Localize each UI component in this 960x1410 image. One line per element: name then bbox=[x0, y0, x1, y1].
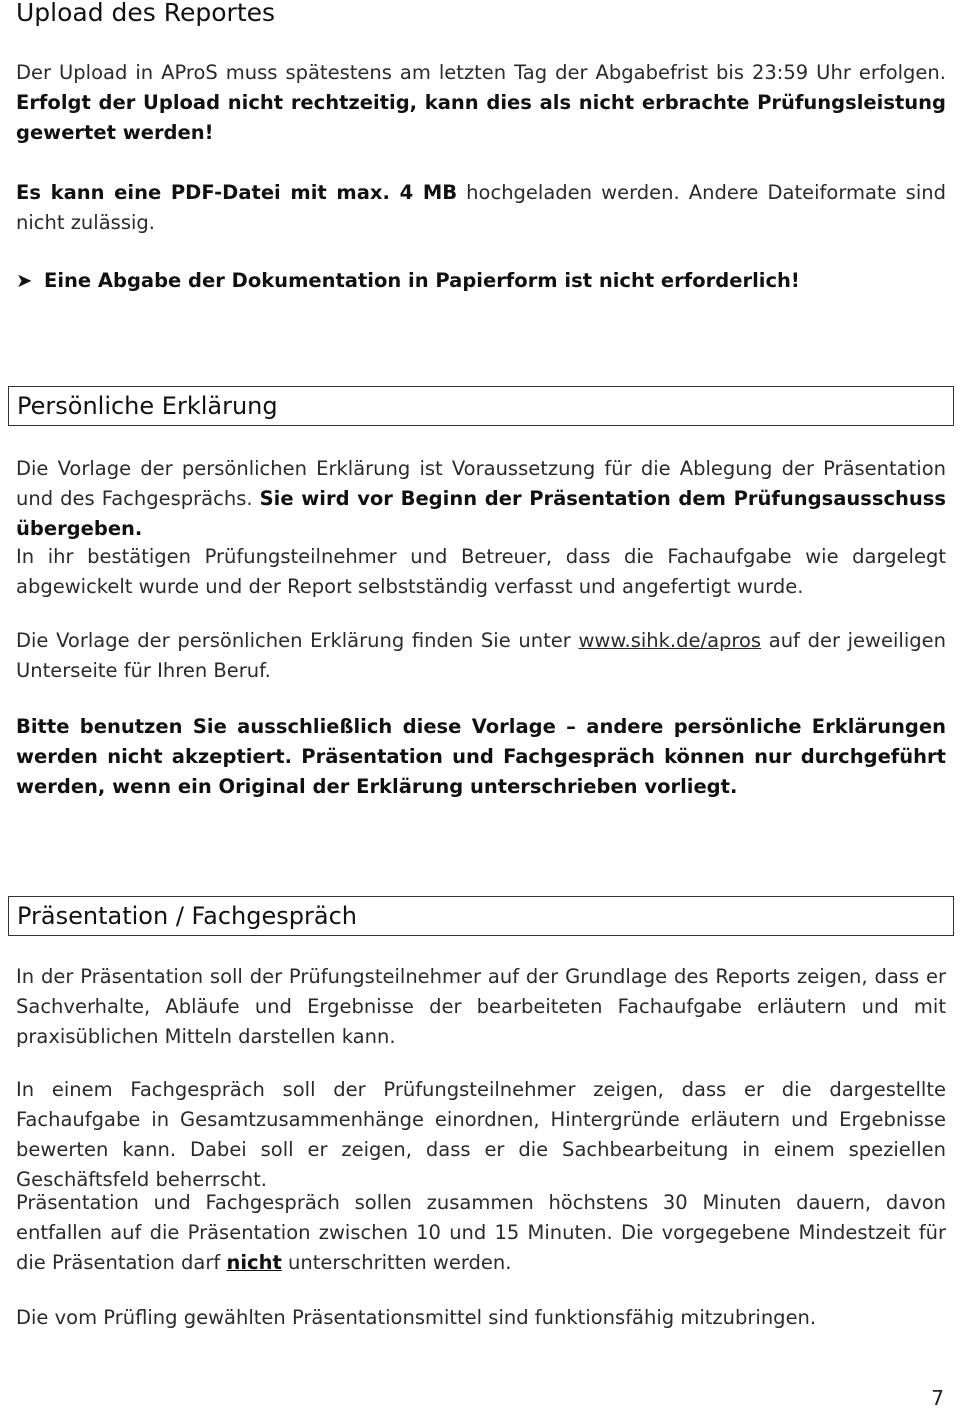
upload-heading: Upload des Reportes bbox=[16, 0, 276, 27]
praesentation-paragraph-4: Die vom Prüfling gewählten Präsentationsmittel sind funktionsfähig mitzubringen. bbox=[16, 1306, 817, 1329]
paper-submission-text: Eine Abgabe der Dokumentation in Papierform ist nicht erforderlich! bbox=[44, 269, 800, 292]
praesentation-p3-nicht: nicht bbox=[226, 1251, 282, 1274]
erklaerung-paragraph-1 bbox=[16, 454, 946, 544]
erklaerung-p3-text-a: Die Vorlage der persönlichen Erklärung finden Sie unter bbox=[16, 629, 579, 652]
paper-submission-note bbox=[16, 266, 800, 296]
upload-format-text: hochgeladen werden. Andere Dateiformate sind nicht zulässig. bbox=[16, 181, 946, 234]
praesentation-paragraph-3 bbox=[16, 1188, 946, 1278]
upload-deadline-warning: Erfolgt der Upload nicht rechtzeitig, kann dies als nicht erbrachte Prüfungsleistung gewertet werden! bbox=[16, 91, 946, 144]
upload-format-paragraph bbox=[16, 178, 946, 238]
praesentation-paragraph-2: In einem Fachgespräch soll der Prüfungsteilnehmer zeigen, dass er die dargestellte Fachaufgabe in Gesamtzusammenhänge einordnen, Hintergründe erläutern und Ergebnisse bewerten kann. Dabei soll er zeigen, dass er die Sachbearbeitung in einem speziellen Geschäftsfeld beherrscht. bbox=[16, 1078, 946, 1191]
praesentation-p3-text-a: Präsentation und Fachgespräch sollen zusammen höchstens 30 Minuten dauern, davon entfallen auf die Präsentation zwischen 10 und 15 Minuten. Die vorgegebene Mindestzeit für die Präsentation darf bbox=[16, 1191, 946, 1274]
apros-link[interactable]: www.sihk.de/apros bbox=[578, 629, 762, 652]
erklaerung-paragraph-2: In ihr bestätigen Prüfungsteilnehmer und Betreuer, dass die Fachaufgabe wie dargelegt abgewickelt wurde und der Report selbstständig verfasst und angefertigt wurde. bbox=[16, 545, 946, 598]
praesentation-p3-text-b: unterschritten werden. bbox=[281, 1251, 512, 1274]
erklaerung-p1-text: Die Vorlage der persönlichen Erklärung ist Voraussetzung für die Ablegung der Präsentation und des Fachgesprächs. bbox=[16, 457, 946, 510]
page-number: 7 bbox=[931, 1386, 944, 1410]
section-heading-box-praesentation bbox=[8, 896, 954, 936]
erklaerung-paragraph-3 bbox=[16, 626, 946, 686]
praesentation-paragraph-1: In der Präsentation soll der Prüfungsteilnehmer auf der Grundlage des Reports zeigen, dass er Sachverhalte, Abläufe und Ergebnisse der bearbeiteten Fachaufgabe erläutern und mit praxisüblichen Mitteln darstellen kann. bbox=[16, 965, 946, 1048]
erklaerung-heading: Persönliche Erklärung bbox=[17, 392, 278, 420]
arrow-bullet-icon: ➤ bbox=[16, 269, 33, 292]
erklaerung-p3-text-b: auf der jeweiligen Unterseite für Ihren Beruf. bbox=[16, 629, 946, 682]
praesentation-heading: Präsentation / Fachgespräch bbox=[17, 902, 357, 930]
upload-format-limit: Es kann eine PDF-Datei mit max. 4 MB bbox=[16, 181, 458, 204]
section-heading-box-erklaerung bbox=[8, 386, 954, 426]
erklaerung-p1-bold: Sie wird vor Beginn der Präsentation dem Prüfungsausschuss übergeben. bbox=[16, 487, 947, 540]
upload-deadline-paragraph bbox=[16, 58, 946, 148]
upload-deadline-text: Der Upload in AProS muss spätestens am letzten Tag der Abgabefrist bis 23:59 Uhr erfolgen. bbox=[16, 61, 946, 84]
erklaerung-paragraph-4: Bitte benutzen Sie ausschließlich diese Vorlage – andere persönliche Erklärungen werden nicht akzeptiert. Präsentation und Fachgespräch können nur durchgeführt werden, wenn ein Original der Erklärung unterschrieben vorliegt. bbox=[16, 715, 946, 798]
